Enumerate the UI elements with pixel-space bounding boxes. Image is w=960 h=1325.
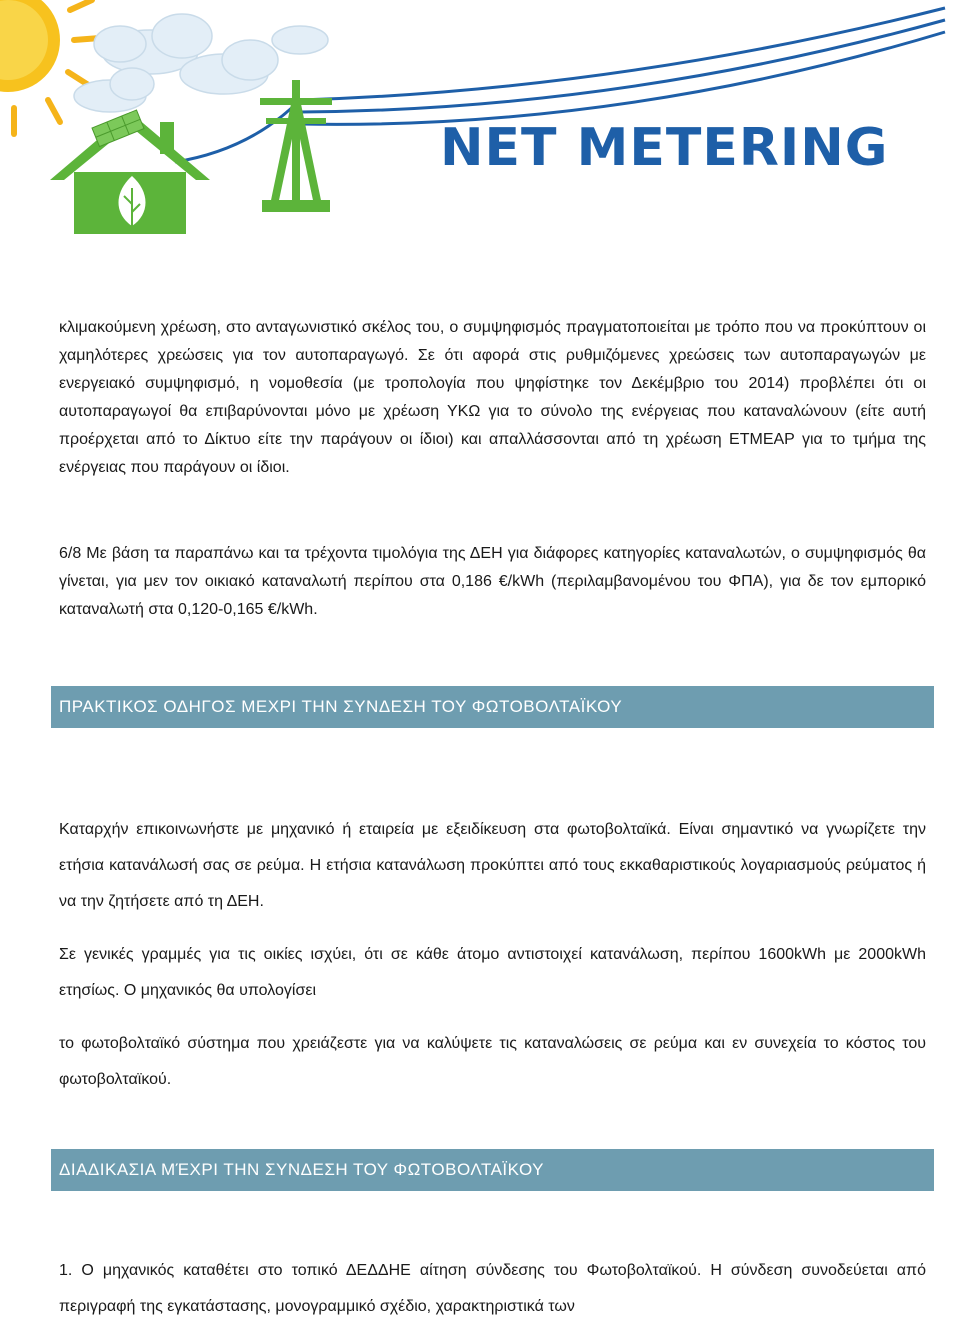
section-heading: ΔΙΑΔΙΚΑΣΙΑ ΜΈΧΡΙ ΤΗΝ ΣΥΝΔΕΣΗ ΤΟΥ ΦΩΤΟΒΟΛΤΑΪΚΟΥ — [51, 1149, 934, 1191]
body-paragraph: Καταρχήν επικοινωνήστε με μηχανικό ή εταιρεία με εξειδίκευση στα φωτοβολταϊκά. Είναι σημαντικό να γνωρίζετε την ετήσια κατανάλωσή σας σε ρεύμα. Η ετήσια κατανάλωση προκύπτει από τους εκκαθαριστικούς λογαριασμούς ρεύματος ή να την ζητήσετε από τη ΔΕΗ. — [59, 821, 926, 910]
power-pole-icon — [260, 80, 332, 212]
header-banner — [0, 0, 960, 250]
brand-title: NET METERING — [440, 118, 889, 178]
sun-icon — [0, 0, 100, 134]
body-paragraph: 6/8 Με βάση τα παραπάνω και τα τρέχοντα τιμολόγια της ΔΕΗ για διάφορες κατηγορίες καταναλωτών, ο συμψηφισμός θα γίνεται, για μεν τον οικιακό καταναλωτή περίπου στα 0,186 €/kWh (περιλαμβανομένου του ΦΠΑ), για δε τον εμπορικό καταναλωτή στα 0,120-0,165 €/kWh. — [59, 545, 926, 618]
body-paragraph: Σε γενικές γραμμές για τις οικίες ισχύει, ότι σε κάθε άτομο αντιστοιχεί κατανάλωση, περίπου 1600kWh με 2000kWh ετησίως. Ο μηχανικός θα υπολογίσει — [59, 946, 926, 999]
section-heading: ΠΡΑΚΤΙΚΟΣ ΟΔΗΓΟΣ ΜΕΧΡΙ ΤΗΝ ΣΥΝΔΕΣΗ ΤΟΥ ΦΩΤΟΒΟΛΤΑΪΚΟΥ — [51, 686, 934, 728]
cloud-icon — [74, 14, 328, 112]
house-icon — [50, 110, 210, 234]
body-paragraph: κλιμακούμενη χρέωση, στο ανταγωνιστικό σκέλος του, ο συμψηφισμός πραγματοποιείται με τρόπο που να προκύπτουν οι χαμηλότερες χρεώσεις για τον αυτοπαραγωγό. Σε ότι αφορά στις ρυθμιζόμενες χρεώσεις των αυτοπαραγωγών με ενεργειακό συμψηφισμό, η νομοθεσία (με τροπολογία που ψηφίστηκε τον Δεκέμβριο του 2014) προβλέπει ότι οι αυτοπαραγωγοί θα επιβαρύνονται μόνο με χρέωση ΥΚΩ για το σύνολο της ενέργειας που καταναλώνουν (είτε αυτή προέρχεται από το Δίκτυο είτε την παράγουν οι ίδιοι) και απαλλάσσονται από τη χρέωση ΕΤΜΕΑΡ για το τμήμα της ενέργειας που παράγουν οι ίδιοι. — [59, 319, 926, 476]
body-paragraph: 1. Ο μηχανικός καταθέτει στο τοπικό ΔΕΔΔΗΕ αίτηση σύνδεσης του Φωτοβολταϊκού. Η σύνδεση συνοδεύεται από περιγραφή της εγκατάστασης, μονογραμμικό σχέδιο, χαρακτηριστικά των — [59, 1262, 926, 1315]
body-paragraph: το φωτοβολταϊκό σύστημα που χρειάζεστε για να καλύψετε τις καταναλώσεις σε ρεύμα και εν συνεχεία το κόστος του φωτοβολταϊκού. — [59, 1035, 926, 1088]
